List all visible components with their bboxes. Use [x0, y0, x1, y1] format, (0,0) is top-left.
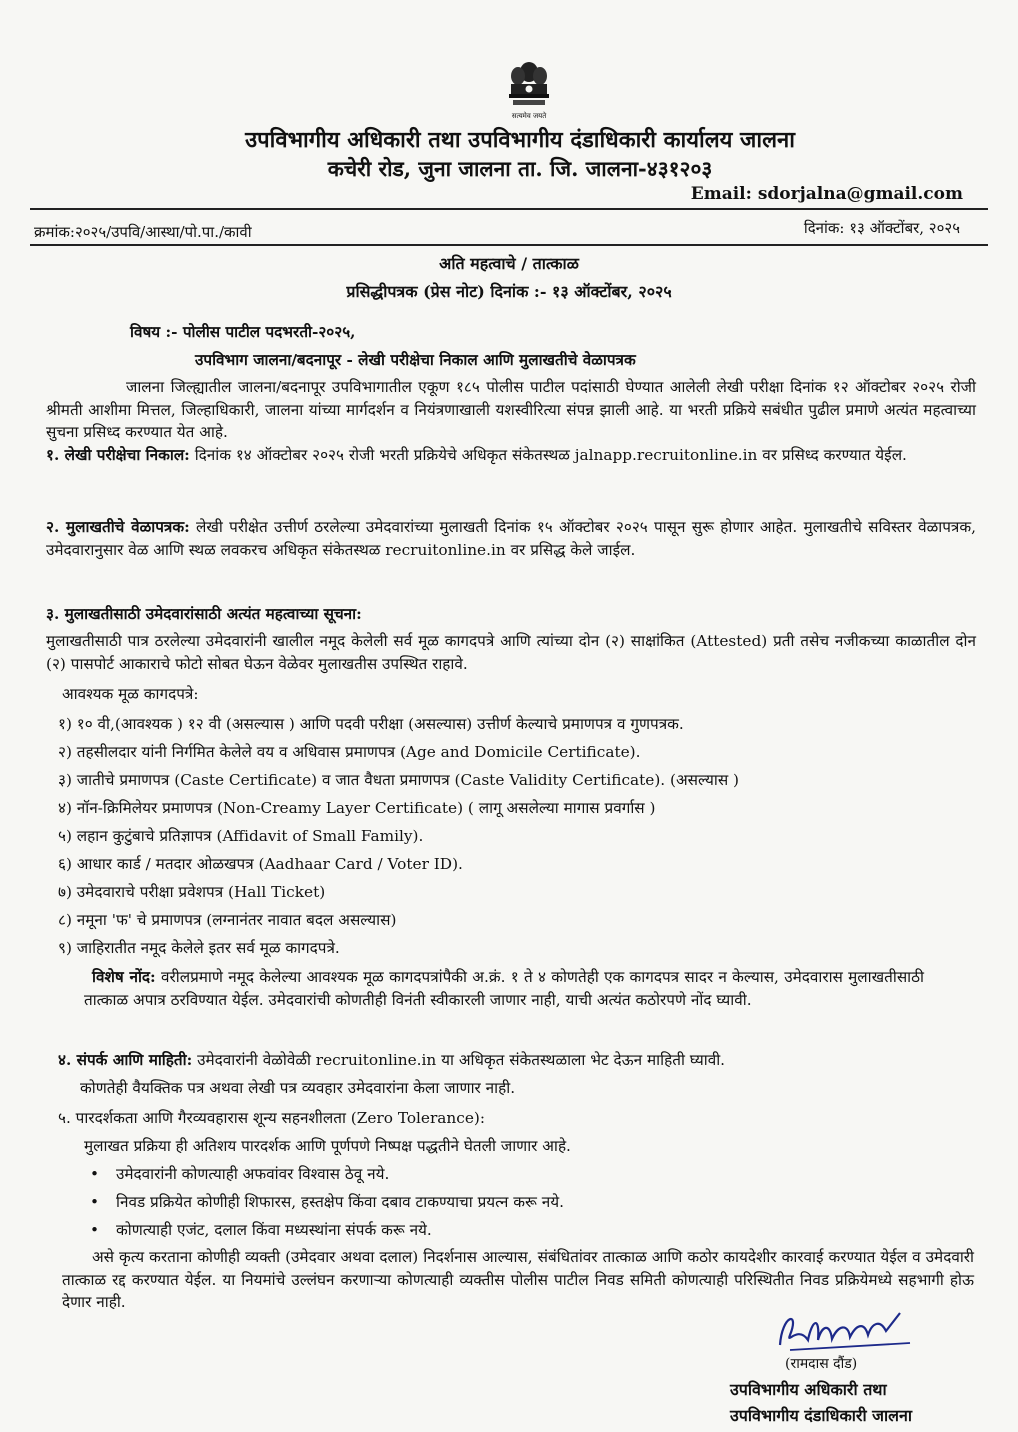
section-4-heading: ४. संपर्क आणि माहिती: — [58, 1051, 193, 1069]
document-item-6: ६) आधार कार्ड / मतदार ओळखपत्र (Aadhaar Card / Voter ID). — [58, 855, 463, 873]
office-email: Email: sdorjalna@gmail.com — [690, 184, 963, 204]
section-4-text: उमेदवारांनी वेळोवेळी recruitonline.in या अधिकृत संकेतस्थळाला भेट देऊन माहिती घ्यावी. — [192, 1051, 726, 1069]
document-item-9: ९) जाहिरातीत नमूद केलेले इतर सर्व मूळ कागदपत्रे. — [58, 939, 340, 957]
emblem-motto: सत्यमेव जयते — [511, 112, 547, 120]
document-item-2: २) तहसीलदार यांनी निर्गमित केलेले वय व अधिवास प्रमाणपत्र (Age and Domicile Certificate). — [58, 743, 641, 761]
bullet-dot-icon: • — [90, 1165, 100, 1183]
office-address: कचेरी रोड, जुना जालना ता. जि. जालना-४३१२०३ — [327, 156, 713, 181]
subject-line-2: उपविभाग जालना/बदनापूर - लेखी परीक्षेचा निकाल आणि मुलाखतीचे वेळापत्रक — [195, 351, 636, 369]
subject-line-1: विषय :- पोलीस पाटील पदभरती-२०२५, — [130, 323, 356, 341]
signatory-name: (रामदास दौंड) — [785, 1356, 858, 1372]
section-2-heading: २. मुलाखतीचे वेळापत्रक: — [46, 518, 190, 536]
section-3-heading: ३. मुलाखतीसाठी उमेदवारांसाठी अत्यंत महत्वाच्या सूचना: — [46, 605, 362, 623]
section-4-text-2: कोणतेही वैयक्तिक पत्र अथवा लेखी पत्र व्यवहार उमेदवारांना केला जाणार नाही. — [80, 1079, 516, 1097]
section-5-text: मुलाखत प्रक्रिया ही अतिशय पारदर्शक आणि पूर्णपणे निष्पक्ष पद्धतीने घेतली जाणार आहे. — [84, 1137, 571, 1155]
bullet-item-2 — [90, 1192, 564, 1212]
reference-date: दिनांक: १३ ऑक्टोंबर, २०२५ — [803, 219, 960, 237]
document-item-1: १) १० वी,(आवश्यक ) १२ वी (असल्यास ) आणि पदवी परीक्षा (असल्यास) उत्तीर्ण केल्याचे प्रमाणपत्र व गुणपत्रक. — [58, 715, 684, 733]
special-note-text: वरीलप्रमाणे नमूद केलेल्या आवश्यक मूळ कागदपत्रांपैकी अ.क्रं. १ ते ४ कोणतेही एक कागदपत्र सादर न केल्यास, उमेदवारास मुलाखतीसाठी तात्काळ अपात्र ठरविण्यात येईल. उमेदवारांची कोणतीही विनंती स्वीकारली जाणार नाही, याची अत्यंत कठोरपणे नोंद घ्यावी. — [84, 968, 924, 1009]
intro-paragraph: जालना जिल्ह्यातील जालना/बदनापूर उपविभागातील एकूण १८५ पोलीस पाटील पदांसाठी घेण्यात आलेली लेखी परीक्षा दिनांक १२ ऑक्टोबर २०२५ रोजी श्रीमती आशीमा मित्तल, जिल्हाधिकारी, जालना यांच्या मार्गदर्शन व नियंत्रणाखाली यशस्वीरित्या संपन्न झाली आहे. या भरती प्रक्रिये सबंधीत पुढील प्रमाणे अत्यंत महत्वाच्या सुचना प्रसिध्द करण्यात येत आहे. — [46, 378, 976, 441]
section-4 — [58, 1050, 725, 1070]
section-3-text: मुलाखतीसाठी पात्र ठरलेल्या उमेदवारांनी खालील नमूद केलेली सर्व मूळ कागदपत्रे आणि त्यांच्या दोन (२) साक्षांकित (Attested) प्रती तसेच नजीकच्या काळातील दोन (२) पासपोर्ट आकाराचे फोटो सोबत घेऊन वेळेवर मुलाखतीस उपस्थित राहावे. — [46, 632, 976, 673]
bullet-text-3: कोणत्याही एजंट, दलाल किंवा मध्यस्थांना संपर्क करू नये. — [116, 1221, 432, 1239]
documents-heading: आवश्यक मूळ कागदपत्रे: — [62, 685, 199, 703]
urgent-label: अति महत्वाचे / तात्काळ — [439, 254, 579, 273]
section-2-text: लेखी परीक्षेत उत्तीर्ण ठरलेल्या उमेदवारांच्या मुलाखती दिनांक १५ ऑक्टोबर २०२५ पासून सुरू होणार आहेत. मुलाखतीचे सविस्तर वेळापत्रक, उमेदवारानुसार वेळ आणि स्थळ लवकरच अधिकृत संकेतस्थळ recruitonline.in वर प्रसिद्ध केले जाईल. — [46, 518, 976, 559]
section-1-text: दिनांक १४ ऑक्टोबर २०२५ रोजी भरती प्रक्रियेचे अधिकृत संकेतस्थळ jalnapp.recruitonline.in वर प्रसिध्द करण्यात येईल. — [189, 446, 907, 464]
document-item-3: ३) जातीचे प्रमाणपत्र (Caste Certificate) व जात वैधता प्रमाणपत्र (Caste Validity Certificate). (असल्यास ) — [58, 771, 740, 789]
document-item-7: ७) उमेदवाराचे परीक्षा प्रवेशपत्र (Hall Ticket) — [58, 883, 326, 901]
bullet-item-3 — [90, 1220, 432, 1240]
bullet-dot-icon: • — [90, 1193, 100, 1211]
section-1-heading: १. लेखी परीक्षेचा निकाल: — [46, 446, 190, 464]
closing-paragraph: असे कृत्य करताना कोणीही व्यक्ती (उमेदवार अथवा दलाल) निदर्शनास आल्यास, संबंधितांवर तात्काळ आणि कठोर कायदेशीर कारवाई करण्यात येईल व उमेदवारी तात्काळ रद्द करण्यात येईल. या नियमांचे उल्लंघन करणाऱ्या कोणत्याही व्यक्तीस पोलीस पाटील निवड समिती कोणत्याही परिस्थितीत निवड प्रक्रियेमध्ये सहभागी होऊ देणार नाही. — [62, 1248, 974, 1311]
reference-number: क्रमांक:२०२५/उपवि/आस्था/पो.पा./कावी — [34, 223, 252, 241]
special-note — [84, 966, 924, 1011]
section-5-heading: ५. पारदर्शकता आणि गैरव्यवहारास शून्य सहनशीलता (Zero Tolerance): — [58, 1109, 486, 1127]
special-note-heading: विशेष नोंद: — [92, 968, 156, 986]
signatory-title-2: उपविभागीय दंडाधिकारी जालना — [730, 1406, 913, 1425]
document-item-8: ८) नमूना 'फ' चे प्रमाणपत्र (लग्नानंतर नावात बदल असल्यास) — [58, 911, 397, 929]
section-2 — [46, 516, 976, 561]
bullet-text-1: उमेदवारांनी कोणत्याही अफवांवर विश्वास ठेवू नये. — [116, 1165, 390, 1183]
signatory-title-1: उपविभागीय अधिकारी तथा — [730, 1380, 887, 1399]
bullet-item-1 — [90, 1164, 389, 1184]
bullet-text-2: निवड प्रक्रियेत कोणीही शिफारस, हस्तक्षेप किंवा दबाव टाकण्याचा प्रयत्न करू नये. — [116, 1193, 564, 1211]
reference-divider — [30, 244, 988, 246]
bullet-dot-icon: • — [90, 1221, 100, 1239]
office-name: उपविभागीय अधिकारी तथा उपविभागीय दंडाधिकारी कार्यालय जालना — [245, 127, 795, 153]
document-item-5: ५) लहान कुटुंबाचे प्रतिज्ञापत्र (Affidavit of Small Family). — [58, 827, 424, 845]
header-divider — [30, 208, 988, 210]
section-1 — [46, 444, 976, 467]
press-note-title: प्रसिद्धीपत्रक (प्रेस नोट) दिनांक :- १३ ऑक्टोंबर, २०२५ — [346, 282, 672, 301]
document-item-4: ४) नॉन-क्रिमिलेयर प्रमाणपत्र (Non-Creamy Layer Certificate) ( लागू असलेल्या मागास प्रवर्गास ) — [58, 799, 656, 817]
